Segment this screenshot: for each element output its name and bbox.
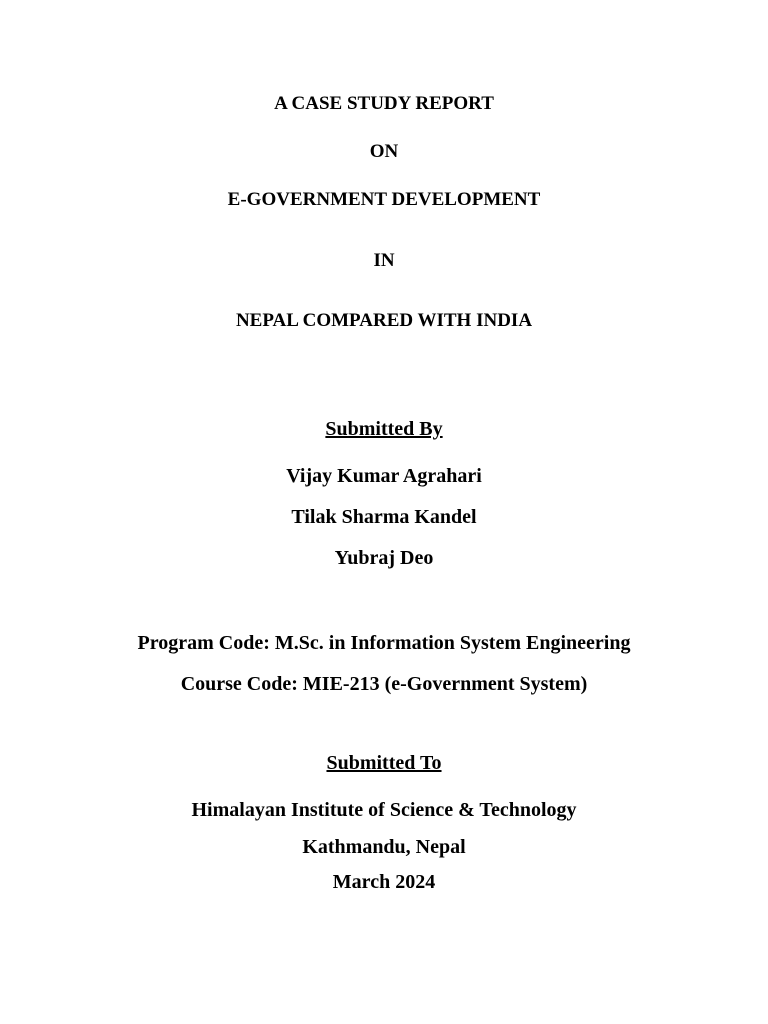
author-name: Vijay Kumar Agrahari xyxy=(286,465,482,487)
program-code: Program Code: M.Sc. in Information System Engineering xyxy=(137,632,631,654)
author-name: Tilak Sharma Kandel xyxy=(291,506,477,528)
report-title-line-2: ON xyxy=(369,141,399,162)
report-title-line-1: A CASE STUDY REPORT xyxy=(274,93,494,114)
submitted-to-heading: Submitted To xyxy=(326,752,442,774)
author-name: Yubraj Deo xyxy=(334,547,434,569)
course-code: Course Code: MIE-213 (e-Government System) xyxy=(180,673,588,695)
submission-date: March 2024 xyxy=(332,871,436,893)
submitted-by-heading: Submitted By xyxy=(325,418,443,440)
report-title-line-4: IN xyxy=(373,250,395,271)
institution-location: Kathmandu, Nepal xyxy=(302,836,466,858)
institution-name: Himalayan Institute of Science & Technology xyxy=(191,799,577,821)
report-title-line-3: E-GOVERNMENT DEVELOPMENT xyxy=(227,189,541,210)
report-title-line-5: NEPAL COMPARED WITH INDIA xyxy=(235,310,533,331)
